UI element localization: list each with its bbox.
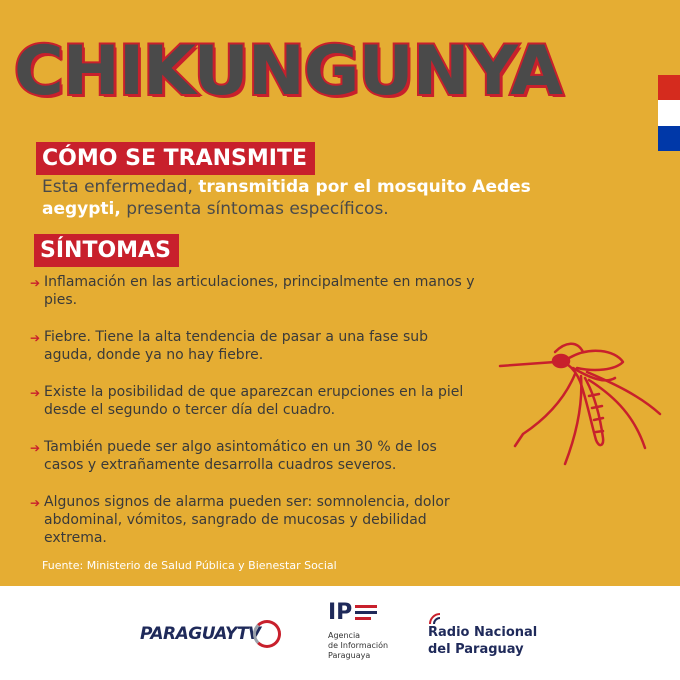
arrow-right-icon: ➔: [30, 331, 41, 345]
symptom-item: [30, 383, 480, 419]
paraguay-flag-icon: [658, 75, 680, 151]
arrow-right-icon: ➔: [30, 386, 41, 400]
transmission-heading: CÓMO SE TRANSMITE: [36, 142, 315, 175]
paraguay-tv-logo: [140, 620, 281, 648]
symptom-text: Existe la posibilidad de que aparezcan erupciones en la piel desde el segundo o tercer día del cuadro.: [44, 384, 464, 418]
ip-bars-icon: [355, 605, 377, 620]
symptoms-list: [30, 273, 480, 566]
radio-name-line2: del Paraguay: [428, 642, 524, 657]
symptom-item: [30, 493, 480, 547]
ip-subtitle-line: de Información: [328, 641, 389, 650]
ip-agency-logo: [328, 600, 388, 661]
footer-logos: [0, 586, 680, 680]
symptom-text: Inflamación en las articulaciones, principalmente en manos y pies.: [44, 274, 475, 308]
symptom-text: Algunos signos de alarma pueden ser: somnolencia, dolor abdominal, vómitos, sangrado de mucosas y debilidad extrema.: [44, 494, 450, 546]
transmission-text: [42, 176, 602, 220]
transmission-text-before: Esta enfermedad,: [42, 177, 199, 197]
mosquito-icon: [495, 338, 665, 478]
ip-subtitle-line: Agencia: [328, 631, 361, 640]
symptom-item: [30, 273, 480, 309]
main-title: CHIKUNGUNYA: [14, 32, 563, 111]
ip-letters: IP: [328, 600, 353, 625]
symptom-text: También puede ser algo asintomático en un 30 % de los casos y extrañamente desarrolla cuadros severos.: [44, 439, 437, 473]
transmission-text-after: presenta síntomas específicos.: [120, 199, 389, 219]
arrow-right-icon: ➔: [30, 441, 41, 455]
tv-ring-icon: [253, 620, 281, 648]
symptom-text: Fiebre. Tiene la alta tendencia de pasar a una fase sub aguda, donde ya no hay fiebre.: [44, 329, 429, 363]
source-note: Fuente: Ministerio de Salud Pública y Bienestar Social: [42, 559, 337, 572]
ip-subtitle: [328, 631, 388, 661]
radio-nacional-logo: [428, 611, 537, 658]
radio-name-line1: Radio Nacional: [428, 625, 538, 640]
symptom-item: [30, 438, 480, 474]
arrow-right-icon: ➔: [30, 496, 41, 510]
ip-subtitle-line: Paraguaya: [328, 651, 371, 660]
arrow-right-icon: ➔: [30, 276, 41, 290]
symptom-item: [30, 328, 480, 364]
transmission-highlight: transmitida por el mosquito Aedes aegypti,: [42, 177, 531, 219]
paraguay-tv-text: PARAGUAY: [140, 624, 237, 644]
paraguay-tv-suffix: TV: [236, 624, 261, 644]
symptoms-heading: SÍNTOMAS: [34, 234, 179, 267]
